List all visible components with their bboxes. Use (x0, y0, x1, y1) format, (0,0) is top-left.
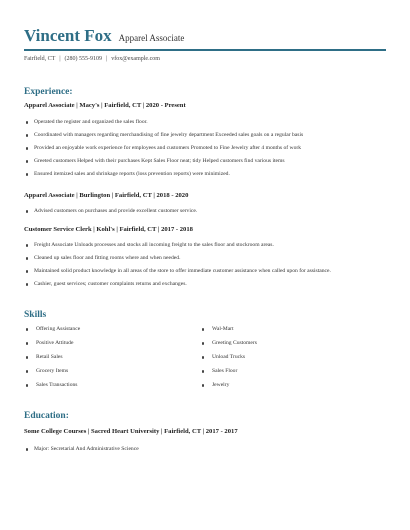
skill-item: Positive Attitude (24, 340, 194, 354)
list-item: Provided an enjoyable work experience for employees and customers Promoted to Fine Jewelry after 4 months of work (24, 145, 386, 158)
list-item: Maintained solid product knowledge in all areas of the store to offer immediate customer assistance when called upon for assistance. (24, 268, 386, 281)
job-title: Apparel Associate | Macy's | Fairfield, CT | 2020 - Present (24, 102, 186, 109)
candidate-name: Vincent Fox (24, 26, 112, 45)
contact-separator: | (106, 56, 108, 62)
list-item: Major: Secretarial And Administrative Science (24, 446, 386, 459)
skill-item: Wal-Mart (200, 326, 380, 340)
resume-header (24, 26, 386, 46)
skill-item: Greeting Customers (200, 340, 380, 354)
skill-item: Offering Assistance (24, 326, 194, 340)
skills-right-column (200, 326, 380, 396)
contact-line (24, 56, 160, 62)
job-title: Apparel Associate | Burlington | Fairfield, CT | 2018 - 2020 (24, 192, 189, 199)
header-divider (24, 49, 386, 51)
contact-location: Fairfield, CT (24, 56, 56, 62)
candidate-title: Apparel Associate (118, 33, 185, 43)
contact-email: vfox@example.com (111, 56, 160, 62)
list-item: Advised customers on purchases and provide excellent customer service. (24, 208, 386, 221)
job-bullets (24, 242, 386, 294)
job-title: Customer Service Clerk | Kohl's | Fairfield, CT | 2017 - 2018 (24, 226, 193, 233)
list-item: Greeted customers Helped with their purchases Kept Sales Floor neat; tidy Helped customers find various items (24, 158, 386, 171)
skills-heading: Skills (24, 310, 47, 320)
skill-item: Grocery Items (24, 368, 194, 382)
list-item: Cashier, guest services; customer complaints returns and exchanges. (24, 281, 386, 294)
skill-item: Retail Sales (24, 354, 194, 368)
job-bullets (24, 208, 386, 221)
name-row (24, 26, 386, 46)
list-item: Ensured itemized sales and shrinkage reports (loss prevention reports) were minimized. (24, 171, 386, 184)
list-item: Operated the register and organized the sales floor. (24, 119, 386, 132)
list-item: Cleaned up sales floor and fitting rooms where and when needed. (24, 255, 386, 268)
education-bullets (24, 446, 386, 459)
skill-item: Unload Trucks (200, 354, 380, 368)
contact-phone: (280) 555-9109 (64, 56, 103, 62)
job-bullets (24, 119, 386, 184)
education-entry: Some College Courses | Sacred Heart University | Fairfield, CT | 2017 - 2017 (24, 428, 238, 435)
skill-item: Sales Transactions (24, 382, 194, 396)
skill-item: Sales Floor (200, 368, 380, 382)
education-heading: Education: (24, 411, 69, 421)
contact-separator: | (59, 56, 61, 62)
skill-item: Jewelry (200, 382, 380, 396)
experience-heading: Experience: (24, 87, 73, 97)
skills-left-column (24, 326, 194, 396)
list-item: Coordinated with managers regarding merchandising of fine jewelry department Exceeded sales goals on a regular basis (24, 132, 386, 145)
list-item: Freight Associate Unloads processes and stocks all incoming freight to the sales floor and stockroom areas. (24, 242, 386, 255)
